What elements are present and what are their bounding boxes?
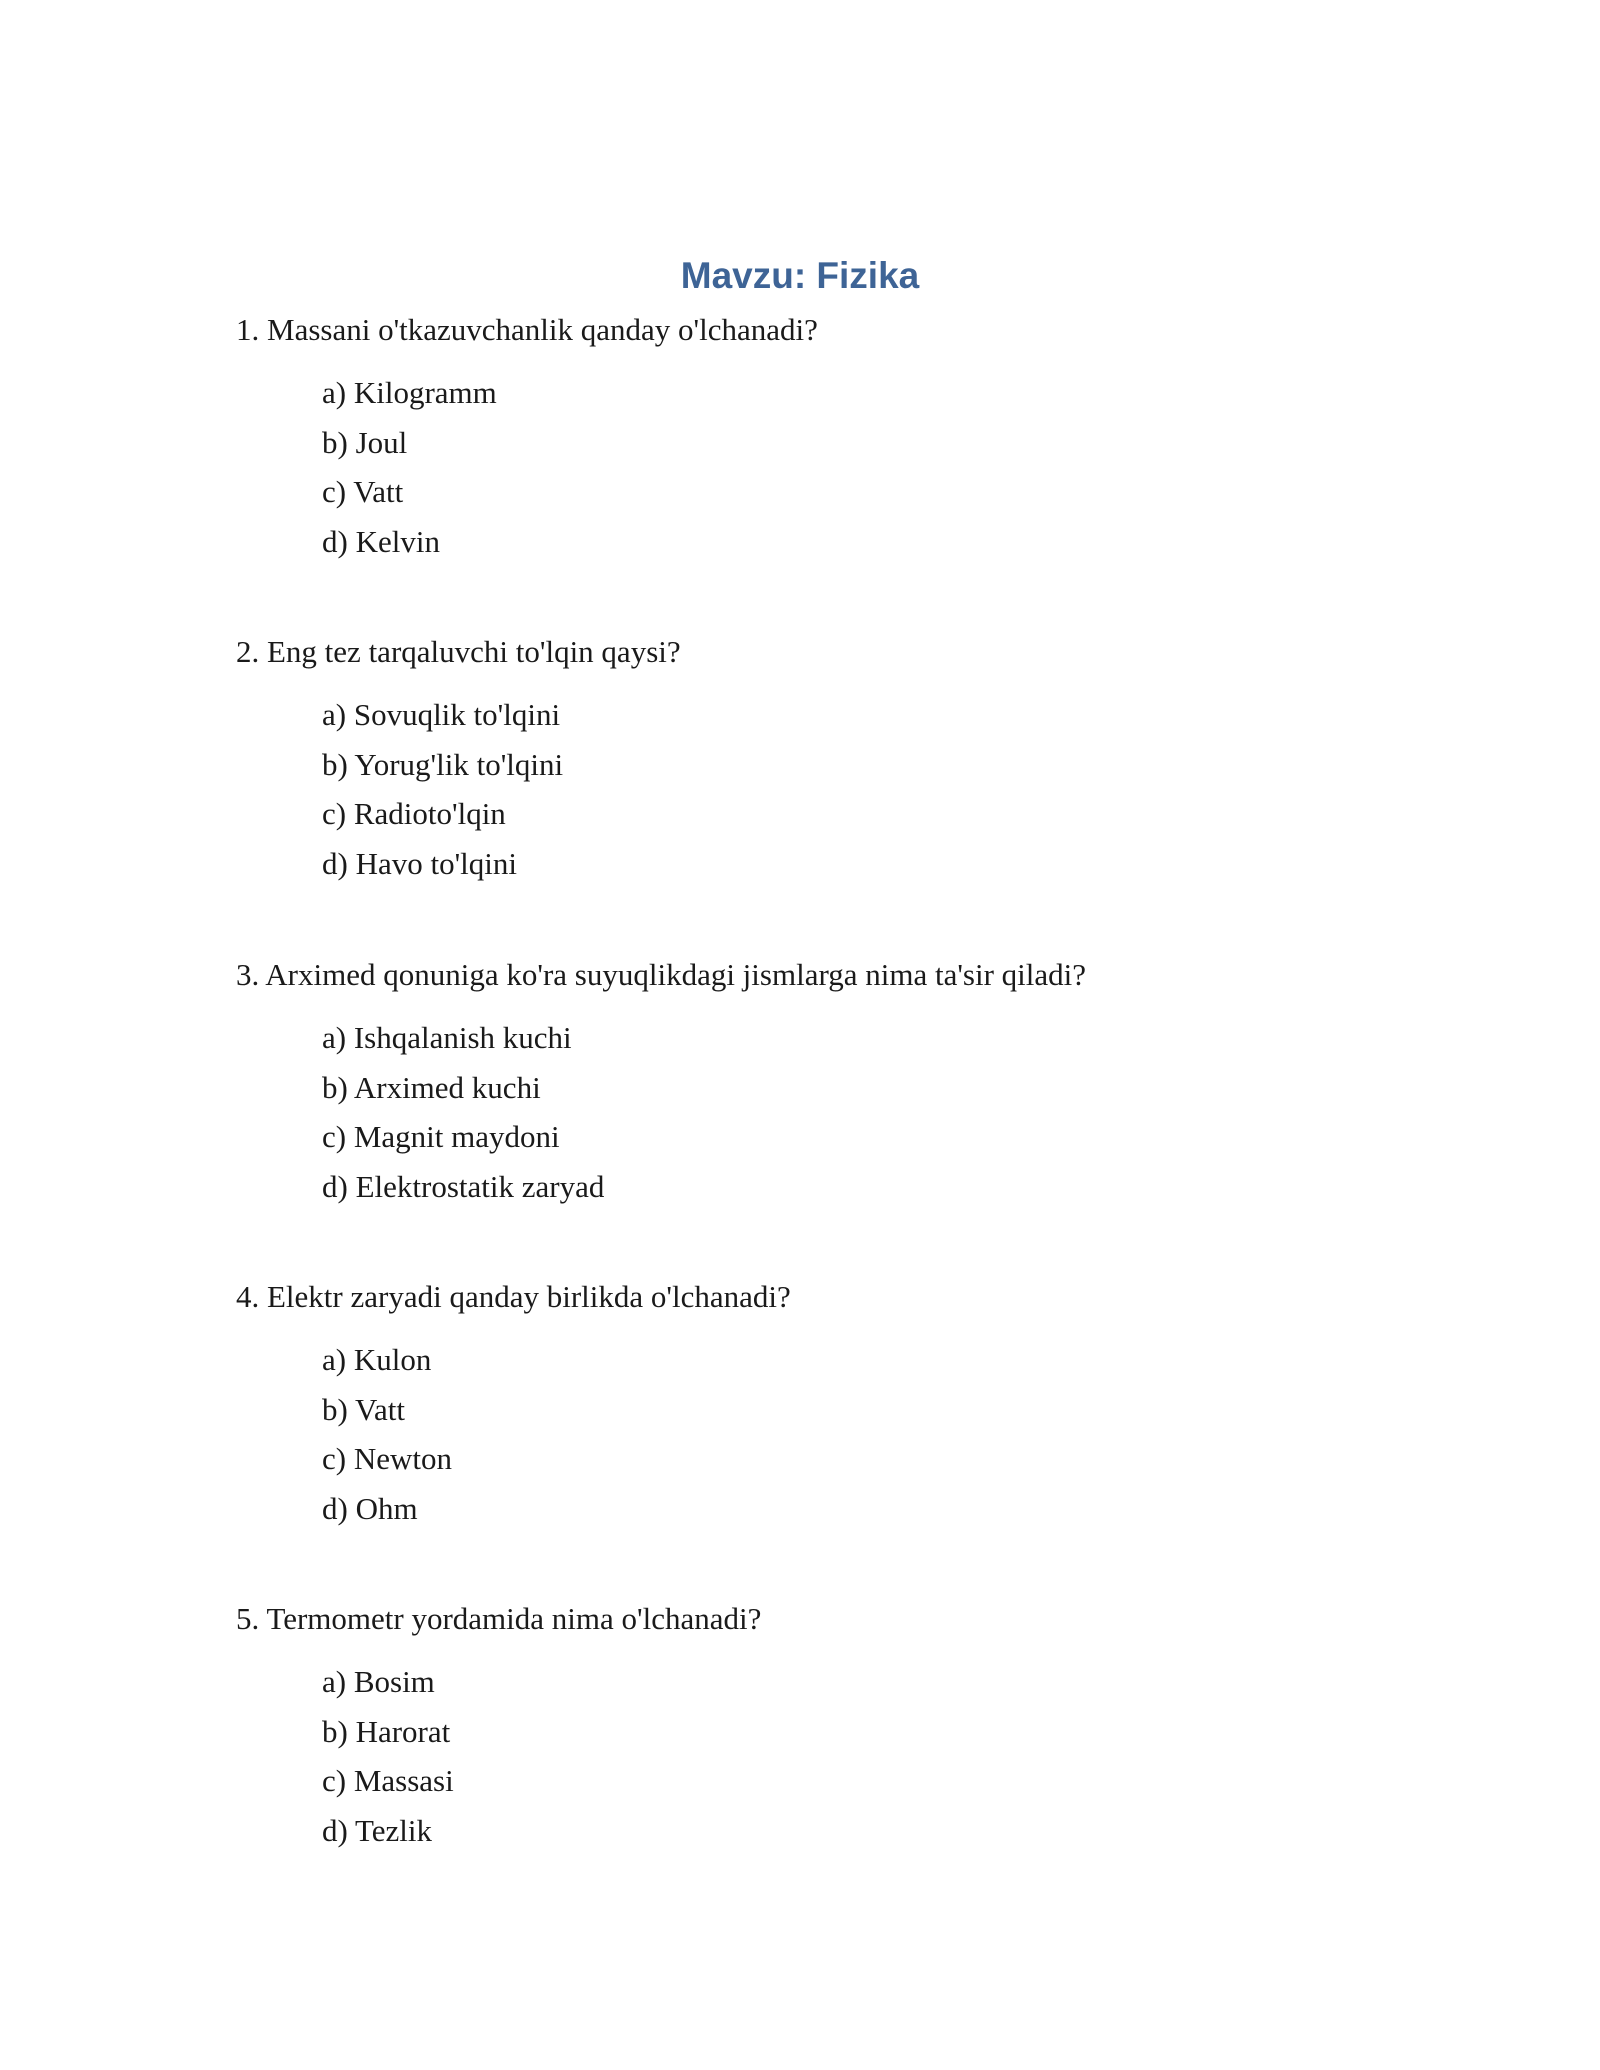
option-b: b) Vatt (322, 1391, 405, 1427)
option-a: a) Kilogramm (322, 375, 497, 410)
question-text: 1. Massani o'tkazuvchanlik qanday o'lchanadi? (236, 312, 818, 347)
option-a: a) Kulon (322, 1342, 432, 1377)
question-text: 2. Eng tez tarqaluvchi to'lqin qaysi? (236, 634, 681, 669)
question-text: 5. Termometr yordamida nima o'lchanadi? (236, 1601, 762, 1636)
question-text: 4. Elektr zaryadi qanday birlikda o'lchanadi? (236, 1279, 791, 1314)
option-d: d) Tezlik (322, 1812, 433, 1848)
answer-options (322, 1335, 1436, 1533)
question-1 (236, 310, 1436, 566)
option-d: d) Havo to'lqini (322, 845, 518, 881)
option-d: d) Elektrostatik zaryad (322, 1168, 605, 1204)
option-b: b) Harorat (322, 1713, 451, 1749)
option-d: d) Ohm (322, 1490, 418, 1526)
option-c: c) Magnit maydoni (322, 1119, 560, 1154)
answer-options (322, 690, 1436, 888)
option-a: a) Ishqalanish kuchi (322, 1020, 572, 1055)
option-b: b) Yorug'lik to'lqini (322, 746, 564, 782)
answer-options (322, 1013, 1436, 1211)
option-b: b) Arximed kuchi (322, 1069, 541, 1105)
answer-options (322, 368, 1436, 566)
option-c: c) Radioto'lqin (322, 796, 506, 831)
question-4 (236, 1277, 1436, 1533)
option-c: c) Massasi (322, 1763, 454, 1798)
option-d: d) Kelvin (322, 523, 440, 559)
option-c: c) Vatt (322, 474, 404, 509)
option-a: a) Sovuqlik to'lqini (322, 697, 561, 732)
option-b: b) Joul (322, 424, 408, 460)
answer-options (322, 1657, 1436, 1855)
option-c: c) Newton (322, 1441, 452, 1476)
question-text: 3. Arximed qonuniga ko'ra suyuqlikdagi jismlarga nima ta'sir qiladi? (236, 957, 1087, 992)
question-2 (236, 632, 1436, 888)
question-3 (236, 955, 1436, 1211)
question-5 (236, 1599, 1436, 1855)
document-title: Mavzu: Fizika (680, 255, 920, 296)
option-a: a) Bosim (322, 1664, 435, 1699)
